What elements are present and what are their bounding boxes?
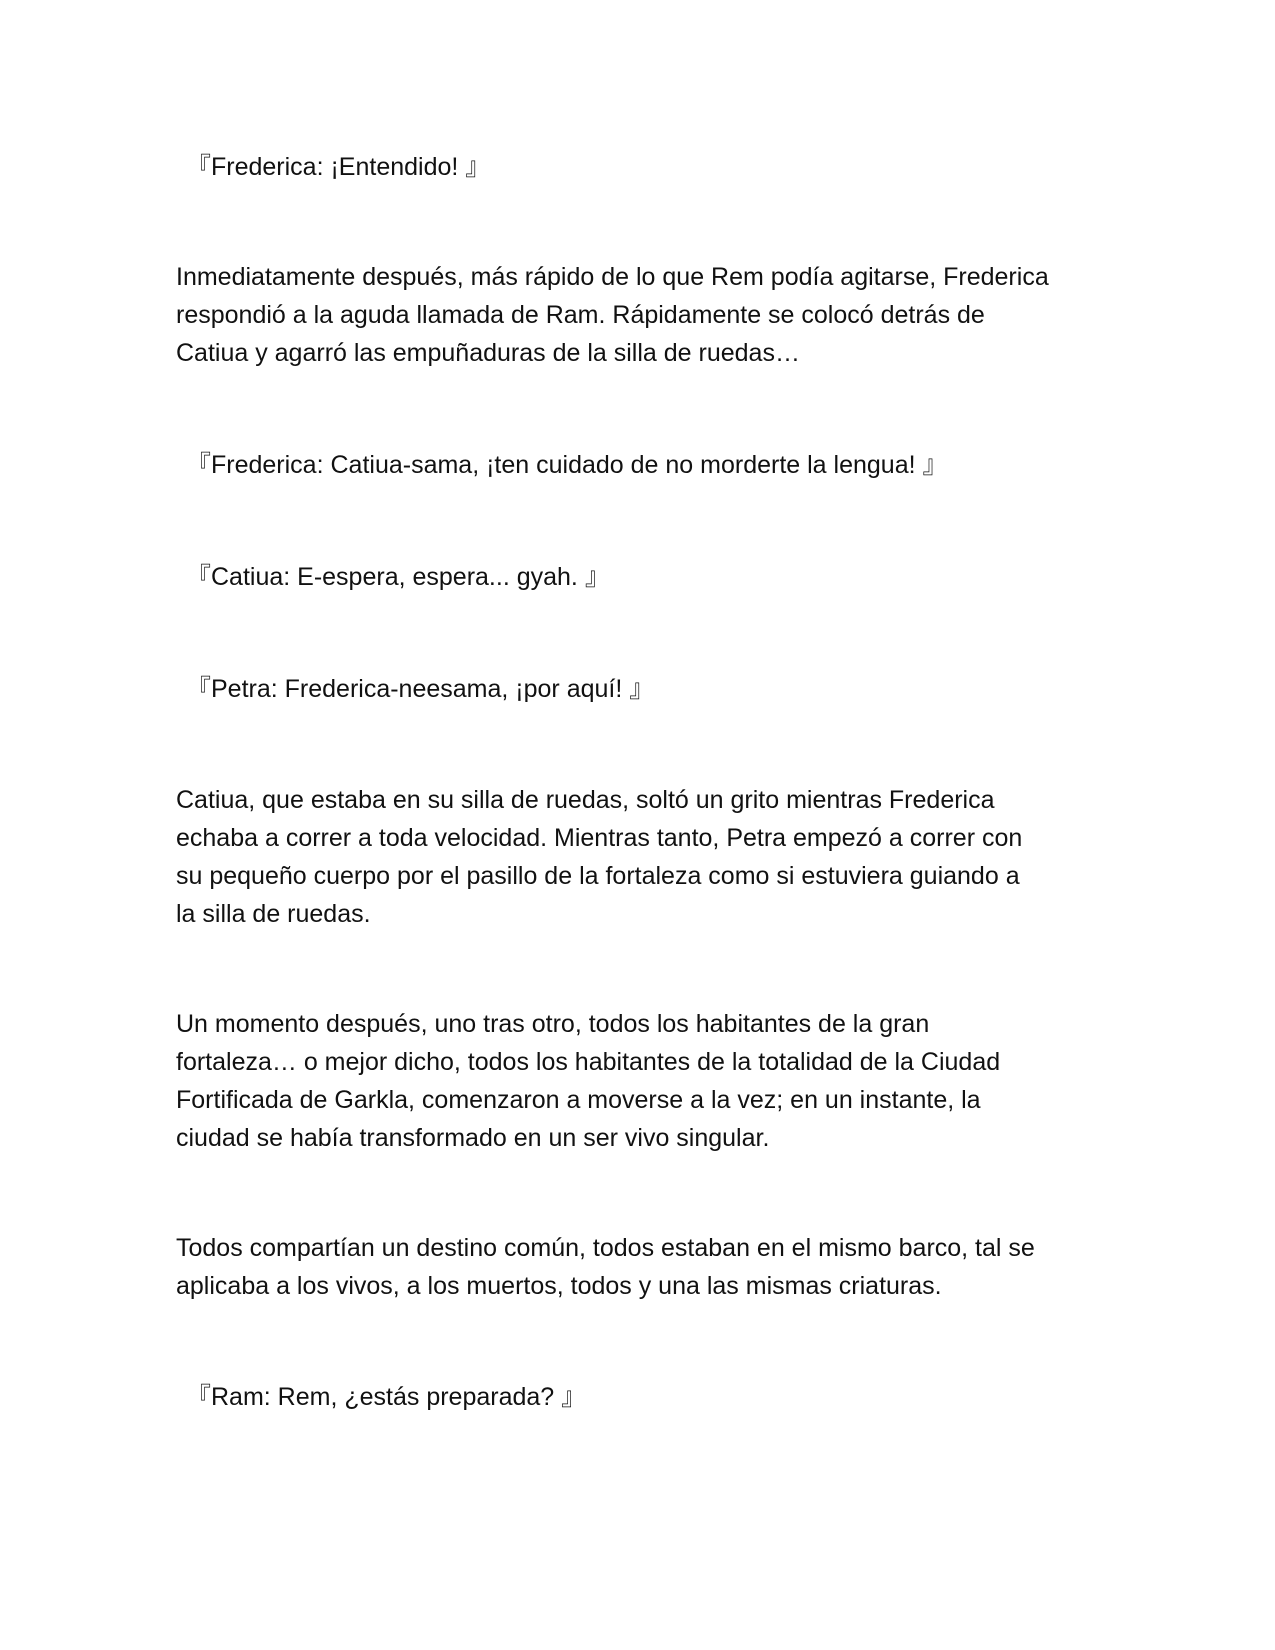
narration-paragraph-1 bbox=[176, 258, 1106, 372]
text-line: Fortificada de Garkla, comenzaron a moverse a la vez; en un instante, la bbox=[176, 1086, 981, 1114]
text-line: ciudad se había transformado en un ser vivo singular. bbox=[176, 1124, 770, 1152]
text-line: su pequeño cuerpo por el pasillo de la fortaleza como si estuviera guiando a bbox=[176, 862, 1020, 890]
text-line: Inmediatamente después, más rápido de lo que Rem podía agitarse, Frederica bbox=[176, 263, 1049, 291]
text-line: Catiua, que estaba en su silla de ruedas, soltó un grito mientras Frederica bbox=[176, 786, 995, 814]
narration-paragraph-2 bbox=[176, 781, 1106, 933]
dialogue-frederica-catiua-sama: 『Frederica: Catiua-sama, ¡ten cuidado de no morderte la lengua! 』 bbox=[186, 451, 948, 479]
dialogue-ram-preparada: 『Ram: Rem, ¿estás preparada? 』 bbox=[186, 1383, 587, 1411]
text-line: aplicaba a los vivos, a los muertos, todos y una las mismas criaturas. bbox=[176, 1272, 942, 1300]
text-line: la silla de ruedas. bbox=[176, 900, 371, 928]
dialogue-catiua-espera: 『Catiua: E-espera, espera... gyah. 』 bbox=[186, 563, 610, 591]
dialogue-petra-por-aqui: 『Petra: Frederica-neesama, ¡por aquí! 』 bbox=[186, 675, 655, 703]
text-line: fortaleza… o mejor dicho, todos los habitantes de la totalidad de la Ciudad bbox=[176, 1048, 1001, 1076]
text-line: Catiua y agarró las empuñaduras de la silla de ruedas… bbox=[176, 339, 800, 367]
text-line: Un momento después, uno tras otro, todos los habitantes de la gran bbox=[176, 1010, 930, 1038]
narration-paragraph-3 bbox=[176, 1005, 1106, 1157]
dialogue-frederica-entendido: 『Frederica: ¡Entendido! 』 bbox=[186, 153, 491, 181]
text-line: Todos compartían un destino común, todos estaban en el mismo barco, tal se bbox=[176, 1234, 1035, 1262]
text-line: echaba a correr a toda velocidad. Mientras tanto, Petra empezó a correr con bbox=[176, 824, 1023, 852]
text-line: respondió a la aguda llamada de Ram. Rápidamente se colocó detrás de bbox=[176, 301, 985, 329]
narration-paragraph-4 bbox=[176, 1229, 1106, 1305]
